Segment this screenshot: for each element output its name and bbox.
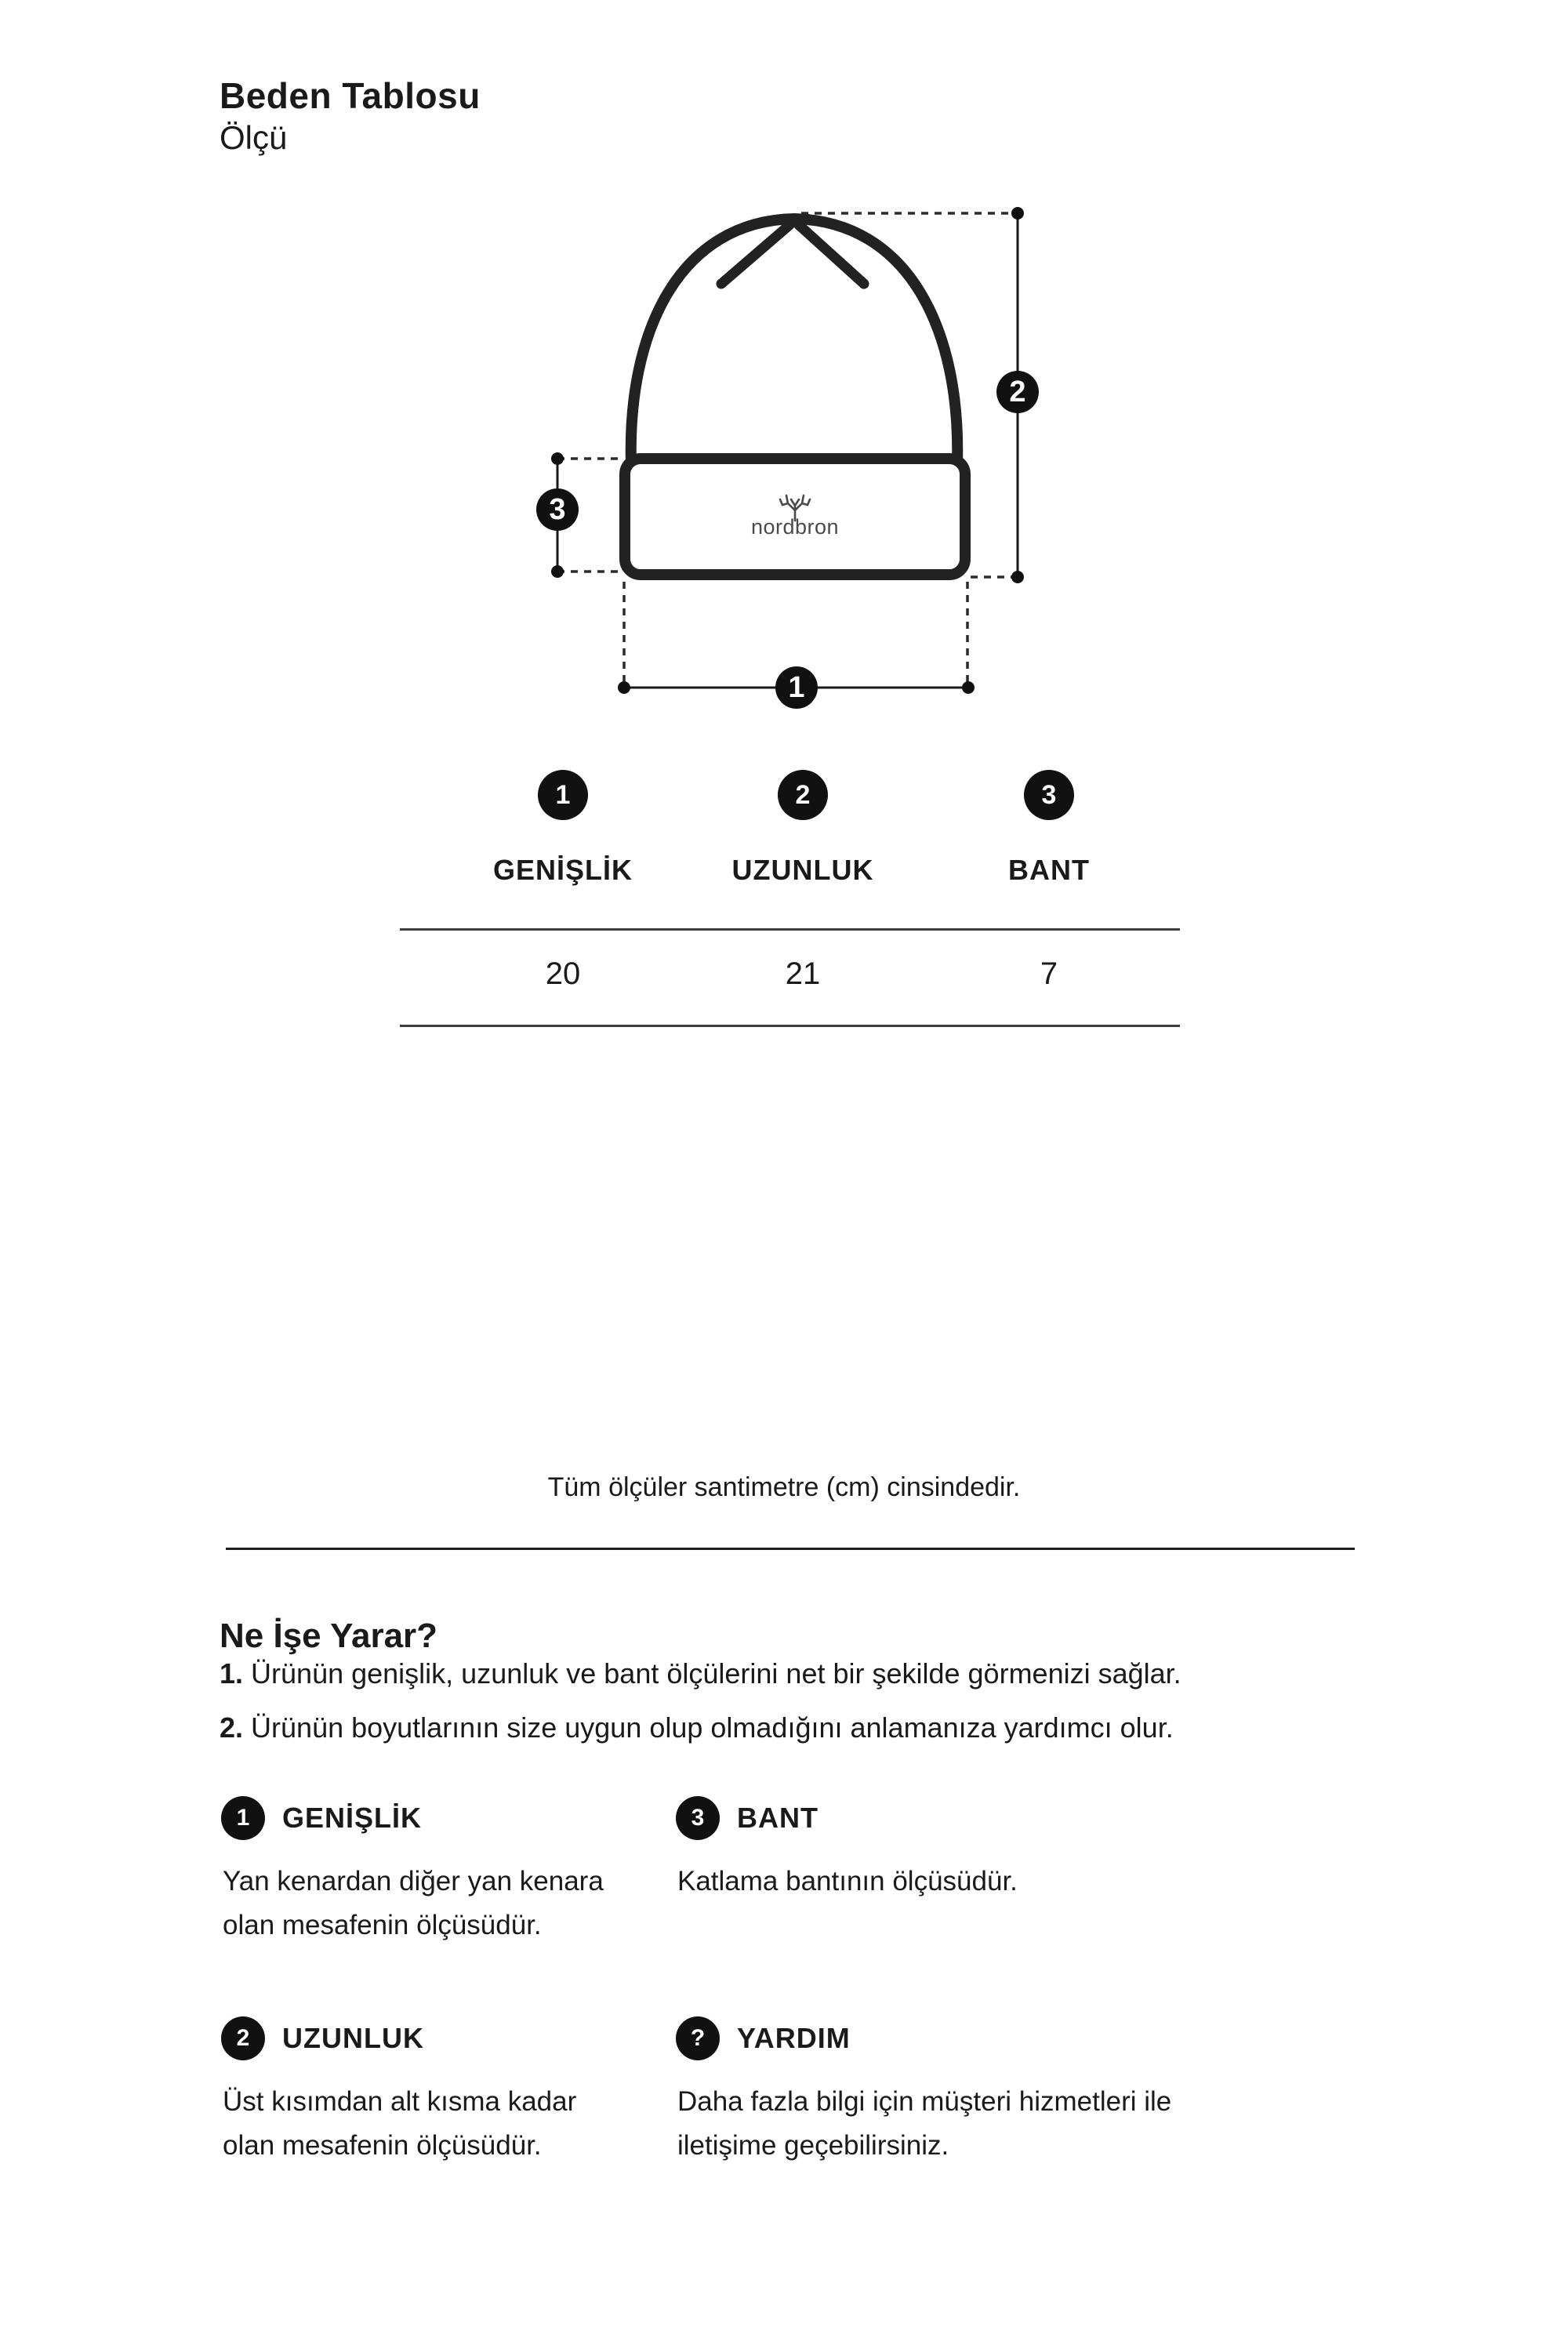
def-desc-help: Daha fazla bilgi için müşteri hizmetleri ile iletişime geçebilirsiniz. bbox=[677, 2086, 1172, 2161]
marker-badge-height bbox=[996, 371, 1039, 413]
table-value-width: 20 bbox=[545, 956, 581, 991]
table-value-band: 7 bbox=[1040, 956, 1058, 991]
svg-text:3: 3 bbox=[549, 493, 566, 526]
page-title: Beden Tablosu bbox=[220, 75, 481, 116]
table-rule-top bbox=[400, 928, 1180, 931]
info-heading: Ne İşe Yarar? bbox=[220, 1617, 438, 1655]
table-value-length: 21 bbox=[785, 956, 821, 991]
table-header-length: UZUNLUK bbox=[731, 854, 874, 886]
table-header-band: BANT bbox=[1008, 854, 1090, 886]
brand-logo-text: nordbron bbox=[750, 515, 840, 539]
marker-badge-width bbox=[775, 666, 818, 709]
info-item-1 bbox=[220, 1656, 1474, 1692]
beanie-crown-outline bbox=[631, 219, 958, 464]
info-item-2-text: Ürünün boyutlarının size uygun olup olmadığını anlamanıza yardımcı olur. bbox=[243, 1711, 1174, 1744]
info-item-1-text: Ürünün genişlik, uzunluk ve bant ölçülerini net bir şekilde görmenizi sağlar. bbox=[243, 1657, 1181, 1690]
def-title-help: YARDIM bbox=[737, 2022, 851, 2054]
def-desc-length: Üst kısımdan alt kısma kadar olan mesafenin ölçüsüdür. bbox=[223, 2086, 577, 2161]
table-marker-1: 1 bbox=[538, 770, 588, 820]
def-badge-help: ? bbox=[676, 2016, 720, 2060]
def-title-band: BANT bbox=[737, 1802, 818, 1834]
svg-text:1: 1 bbox=[788, 671, 805, 704]
table-marker-2: 2 bbox=[778, 770, 828, 820]
page-subtitle: Ölçü bbox=[220, 119, 288, 156]
table-header-width: GENİŞLİK bbox=[492, 854, 633, 886]
def-badge-length: 2 bbox=[221, 2016, 265, 2060]
section-divider bbox=[226, 1548, 1355, 1550]
def-badge-band: 3 bbox=[676, 1796, 720, 1840]
def-desc-width: Yan kenardan diğer yan kenara olan mesafenin ölçüsüdür. bbox=[223, 1866, 604, 1940]
beanie-diagram bbox=[510, 172, 1058, 737]
table-rule-bottom bbox=[400, 1025, 1180, 1027]
info-item-2 bbox=[220, 1710, 1474, 1746]
def-desc-band: Katlama bantının ölçüsüdür. bbox=[677, 1866, 1018, 1896]
info-item-1-number: 1. bbox=[220, 1657, 244, 1690]
def-title-width: GENİŞLİK bbox=[282, 1802, 423, 1834]
table-marker-3: 3 bbox=[1024, 770, 1074, 820]
marker-badge-band bbox=[536, 488, 579, 531]
def-title-length: UZUNLUK bbox=[282, 2022, 424, 2054]
units-note: Tüm ölçüler santimetre (cm) cinsindedir. bbox=[547, 1472, 1021, 1502]
def-badge-width: 1 bbox=[221, 1796, 265, 1840]
info-item-2-number: 2. bbox=[220, 1711, 244, 1744]
svg-text:2: 2 bbox=[1009, 376, 1026, 408]
